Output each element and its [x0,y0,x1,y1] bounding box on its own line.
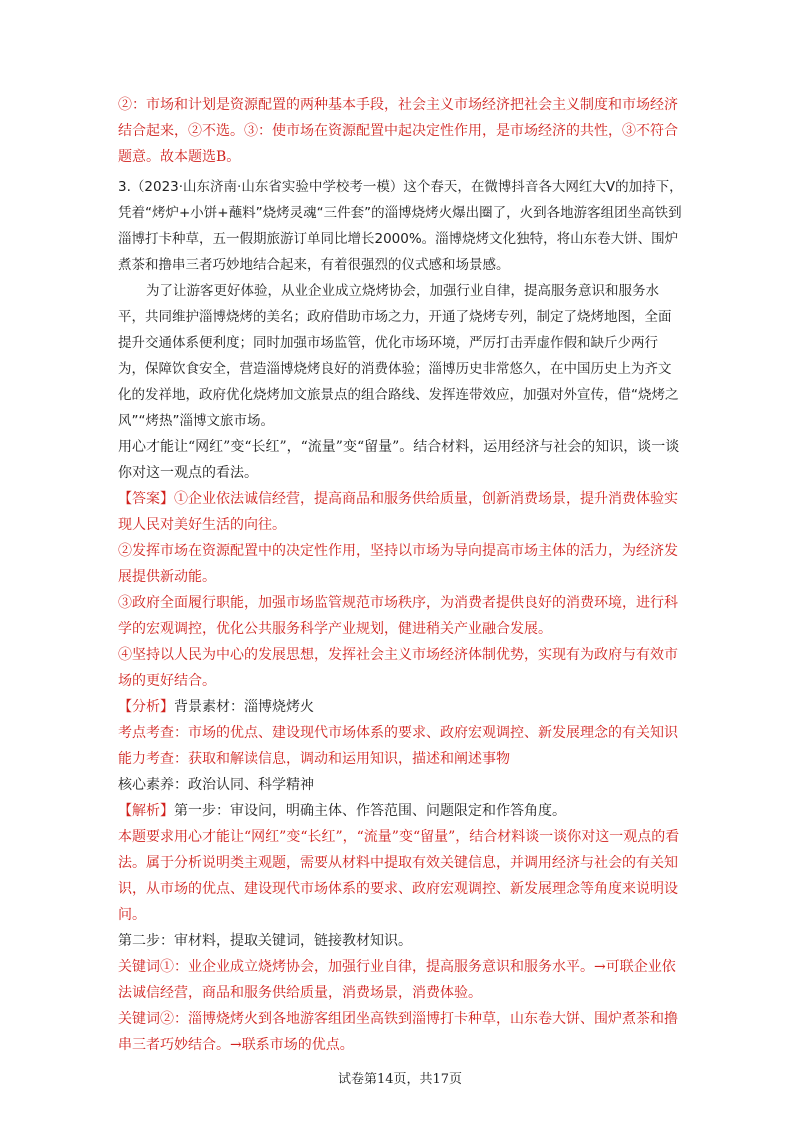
explanation-step1-body: 本题要求用心才能让“网红”变“长红”，“流量”变“留量”，结合材料谈一谈你对这一观点的看法。属于分析说明类主观题，需要从材料中提取有效关键信息，并调用经济与社会的有关知识，从市场的优点、建设现代市场体系的要求、政府宏观调控、新发展理念等角度来说明设问。 [118,829,680,923]
analysis-literacy: 核心素养：政治认同、科学精神 [118,777,314,793]
explanation-step2: 第二步：审材料，提取关键词，链接教材知识。 [118,933,412,949]
answer-4: ④坚持以人民为中心的发展思想，发挥社会主义市场经济体制优势，实现有为政府与有效市场的更好结合。 [118,647,678,689]
question-3-stem [118,174,684,278]
question-material-2: 为了让游客更好体验，从业企业成立烧烤协会，加强行业自律，提高服务意识和服务水平，共同维护淄博烧烤的美名；政府借助市场之力，开通了烧烤专列，制定了烧烤地图，全面提升交通体系便利度；同时加强市场监管，优化市场环境，严厉打击弄虚作假和缺斤少两行为，保障饮食安全，营造淄博烧烤良好的消费体验；淄博历史非常悠久，在中国历史上为齐文化的发祥地，政府优化烧烤加文旅景点的组合路线、发挥连带效应，加强对外宣传，借“烧烤之风”“烤热”淄博文旅市场。 [118,283,679,429]
page-footer: 试卷第14页，共17页 [337,1072,463,1087]
analysis-label: 【分析】 [118,699,174,715]
analysis-ability: 能力考查：获取和解读信息，调动和运用知识，描述和阐述事物 [118,751,510,767]
answer-label: 【答案】 [118,491,174,507]
question-number: 3. [118,179,131,195]
explanation-step1: 【解析】第一步：审设问，明确主体、作答范围、问题限定和作答角度。 [118,803,566,819]
explanation-label: 【解析】 [118,803,174,819]
explanation-keyword-2: 关键词②：淄博烧烤火到各地游客组团坐高铁到淄博打卡种草，山东卷大饼、围炉煮茶和撸串三者巧妙结合。→联系市场的优点。 [118,1011,678,1053]
analysis-points: 考点考查：市场的优点、建设现代市场体系的要求、政府宏观调控、新发展理念的有关知识 [118,725,678,741]
question-source: （2023·山东济南·山东省实验中学校考一模） [130,179,404,195]
answer-1: 【答案】①企业依法诚信经营，提高商品和服务供给质量，创新消费场景，提升消费体验实现人民对美好生活的向往。 [118,491,678,533]
answer-3: ③政府全面履行职能，加强市场监管规范市场秩序，为消费者提供良好的消费环境，进行科学的宏观调控，优化公共服务科学产业规划，健进稍关产业融合发展。 [118,595,678,637]
analysis-background: 【分析】背景素材：淄博烧烤火 [118,699,314,715]
question-material-1: 这个春天，在微博抖音各大网红大V的加持下，凭着“烤炉+小饼+蘸料”烧烤灵魂“三件套”的淄博烧烤火爆出圈了，火到各地游客组团坐高铁到淄博打卡种草，五一假期旅游订单同比增长2000%。淄博烧烤文化独特，将山东卷大饼、围炉煮茶和撸串三者巧妙地结合起来，有着很强烈的仪式感和场景感。 [118,179,683,273]
document-page [118,92,684,1058]
question-prompt: 用心才能让“网红”变“长红”，“流量”变“留量”。结合材料，运用经济与社会的知识，谈一谈你对这一观点的看法。 [118,439,680,481]
answer-2: ②发挥市场在资源配置中的决定性作用，坚持以市场为导向提高市场主体的活力，为经济发展提供新动能。 [118,543,678,585]
explanation-keyword-1: 关键词①：业企业成立烧烤协会，加强行业自律，提高服务意识和服务水平。→可联企业依法诚信经营，商品和服务供给质量，消费场景，消费体验。 [118,959,676,1001]
previous-answer-paragraph: ②：市场和计划是资源配置的两种基本手段，社会主义市场经济把社会主义制度和市场经济结合起来，②不选。③：使市场在资源配置中起决定性作用，是市场经济的共性，③不符合题意。故本题选B。 [118,97,678,165]
